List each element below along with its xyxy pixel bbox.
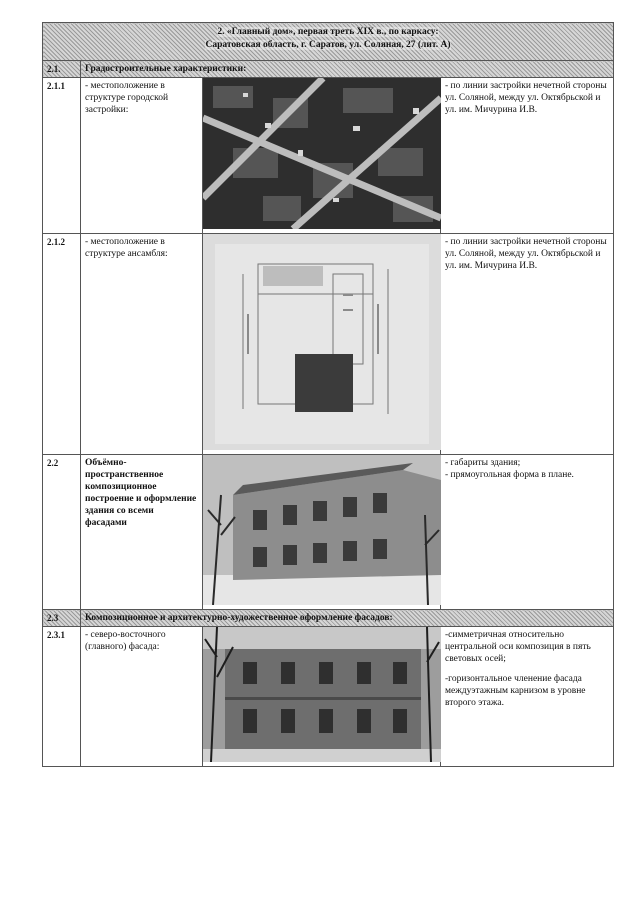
row-label: - местоположение в структуре ансамбля: <box>81 234 203 455</box>
description-line-1: -симметричная относительно центральной оси композиция в пять световых осей; <box>445 630 591 664</box>
row-description <box>441 455 614 610</box>
section-number: 2.3 <box>43 610 81 627</box>
document-table-wrapper <box>42 22 613 767</box>
section-title: Градостроительные характеристики: <box>81 61 614 78</box>
row-number: 2.1.2 <box>43 234 81 455</box>
building-photo <box>203 455 441 605</box>
row-label: - северо-восточного (главного) фасада: <box>81 627 203 767</box>
table-row-2-1-1 <box>43 78 614 234</box>
table-title <box>43 23 614 61</box>
row-description <box>441 627 614 767</box>
aerial-photo-cell <box>203 78 441 234</box>
section-title: Композиционное и архитектурно-художественное оформление фасадов: <box>81 610 614 627</box>
table-row-2-1-2 <box>43 234 614 455</box>
table-row-2-2 <box>43 455 614 610</box>
description-line-2: - прямоугольная форма в плане. <box>445 470 574 480</box>
row-label: - местоположение в структуре городской застройки: <box>81 78 203 234</box>
facade-photo <box>203 627 441 762</box>
site-plan-cell <box>203 234 441 455</box>
row-description: - по линии застройки нечетной стороны ул. Соляной, между ул. Октябрьской и ул. им. Мичурина И.В. <box>441 78 614 234</box>
site-plan-drawing <box>203 234 441 450</box>
characteristics-table <box>42 22 614 767</box>
row-label: Объёмно-пространственное композиционное построение и оформление здания со всеми фасадами <box>81 455 203 610</box>
title-line-1: 2. «Главный дом», первая треть XIX в., по каркасу: <box>217 27 439 37</box>
section-row-2-1 <box>43 61 614 78</box>
aerial-map-photo <box>203 78 441 229</box>
description-line-2: -горизонтальное членение фасада междуэтажным карнизом в уровне второго этажа. <box>445 674 586 708</box>
facade-photo-cell <box>203 627 441 767</box>
building-photo-cell <box>203 455 441 610</box>
table-row-2-3-1 <box>43 627 614 767</box>
row-number: 2.3.1 <box>43 627 81 767</box>
section-row-2-3 <box>43 610 614 627</box>
row-number: 2.1.1 <box>43 78 81 234</box>
section-number: 2.1. <box>43 61 81 78</box>
table-header-row <box>43 23 614 61</box>
title-line-2: Саратовская область, г. Саратов, ул. Соляная, 27 (лит. А) <box>205 40 451 50</box>
row-description: - по линии застройки нечетной стороны ул. Соляной, между ул. Октябрьской и ул. им. Мичурина И.В. <box>441 234 614 455</box>
description-line-1: - габариты здания; <box>445 458 521 468</box>
row-number: 2.2 <box>43 455 81 610</box>
